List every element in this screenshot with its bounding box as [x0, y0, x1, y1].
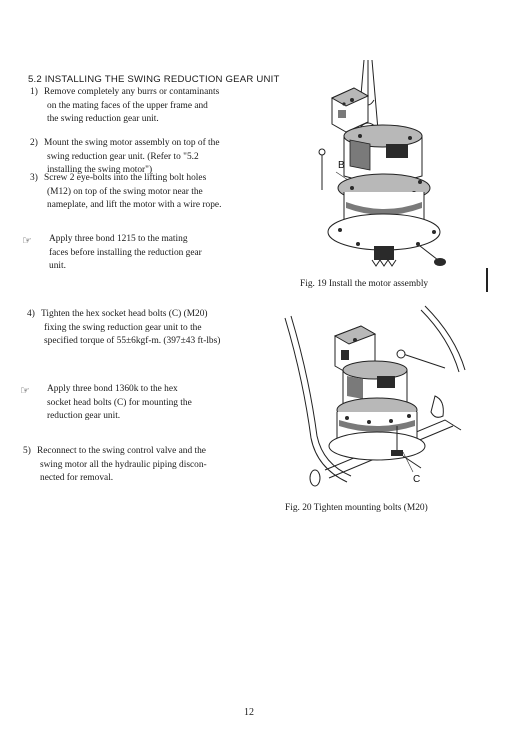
- step-line: fixing the swing reduction gear unit to the: [44, 322, 202, 333]
- note-2: [47, 383, 247, 424]
- step-line: on the mating faces of the upper frame and: [47, 100, 208, 111]
- note-line: Apply three bond 1360k to the hex: [47, 384, 178, 394]
- figure-19-caption: Fig. 19 Install the motor assembly: [300, 279, 429, 289]
- step-line: swing reduction gear unit. (Refer to "5.2: [47, 151, 199, 162]
- step-line: installing the swing motor"): [47, 165, 153, 176]
- step-line: Remove completely any burrs or contaminants: [44, 87, 220, 97]
- step-number: 3): [30, 173, 38, 183]
- step-4: [27, 308, 247, 349]
- step-line: Tighten the hex socket head bolts (C) (M20): [41, 309, 208, 319]
- step-line: Reconnect to the swing control valve and the: [37, 446, 206, 456]
- step-1: [30, 86, 248, 127]
- step-line: Screw 2 eye-bolts into the lifting bolt holes: [44, 173, 207, 183]
- step-line: specified torque of 55±6kgf-m. (397±43 ft-lbs): [44, 336, 221, 347]
- margin-mark: [486, 268, 488, 292]
- section-heading: 5.2 INSTALLING THE SWING REDUCTION GEAR UNIT: [28, 74, 280, 85]
- step-line: Mount the swing motor assembly on top of the: [44, 138, 220, 148]
- step-line: the swing reduction gear unit.: [47, 114, 159, 125]
- note-line: unit.: [49, 261, 66, 272]
- hand-pointer-icon: ☞: [22, 234, 31, 247]
- note-line: Apply three bond 1215 to the mating: [49, 234, 188, 244]
- figure-label-b: B: [338, 160, 345, 171]
- note-line: reduction gear unit.: [47, 411, 121, 422]
- hand-pointer-icon: ☞: [20, 384, 29, 397]
- note-line: faces before installing the reduction gear: [49, 247, 202, 258]
- note-1: [49, 233, 249, 274]
- page-number: 12: [244, 707, 254, 718]
- step-3: [30, 172, 248, 213]
- step-number: 5): [23, 446, 31, 456]
- step-number: 2): [30, 138, 38, 148]
- step-line: (M12) on top of the swing motor near the: [47, 186, 203, 197]
- step-number: 4): [27, 309, 35, 319]
- figure-19-illustration: [300, 60, 465, 280]
- step-line: nameplate, and lift the motor with a wire rope.: [47, 200, 222, 211]
- note-line: socket head bolts (C) for mounting the: [47, 397, 192, 408]
- figure-20-illustration: [285, 306, 470, 501]
- step-line: swing motor all the hydraulic piping discon-: [40, 459, 207, 470]
- step-5: [23, 445, 247, 486]
- figure-label-c: C: [413, 474, 421, 485]
- step-line: nected for removal.: [40, 473, 114, 484]
- figure-20-caption: Fig. 20 Tighten mounting bolts (M20): [285, 503, 428, 513]
- step-number: 1): [30, 87, 38, 97]
